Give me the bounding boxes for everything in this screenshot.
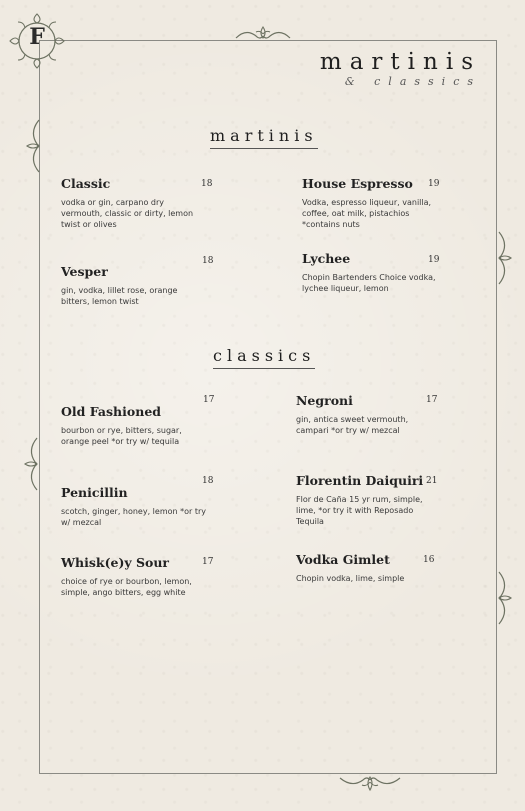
menu-item [296, 552, 441, 584]
item-name: Vesper [61, 264, 108, 279]
ornate-monogram-icon [6, 10, 68, 72]
item-price: 17 [202, 557, 214, 567]
menu-item [296, 473, 441, 527]
item-price: 17 [203, 395, 215, 405]
menu-item [61, 485, 206, 528]
item-price: 18 [201, 179, 213, 189]
menu-item [61, 264, 206, 307]
bottom-flourish-icon [338, 768, 402, 792]
item-name: House Espresso [302, 176, 413, 191]
right-upper-flourish-icon [492, 230, 514, 286]
monogram-letter: F [29, 24, 45, 50]
item-price: 18 [202, 256, 214, 266]
item-price: 16 [423, 555, 435, 565]
menu-item [61, 555, 206, 598]
section-title-martinis: martinis [210, 126, 318, 149]
menu-item [296, 393, 441, 436]
item-name: Penicillin [61, 485, 128, 500]
item-price: 17 [426, 395, 438, 405]
item-description: bourbon or rye, bitters, sugar, orange peel *or try w/ tequila [61, 426, 182, 446]
item-name: Lychee [302, 251, 351, 266]
menu-item [61, 404, 206, 447]
item-description: Chopin Bartenders Choice vodka, lychee liqueur, lemon [302, 273, 436, 293]
menu-item [302, 251, 447, 294]
top-flourish-icon [234, 24, 292, 46]
item-description: Vodka, espresso liqueur, vanilla, coffee, oat milk, pistachios *contains nuts [302, 198, 432, 229]
item-price: 19 [428, 255, 440, 265]
item-name: Whisk(e)y Sour [61, 555, 170, 570]
item-description: Flor de Caña 15 yr rum, simple, lime, *or try it with Reposado Tequila [296, 495, 423, 526]
item-description: Chopin vodka, lime, simple [296, 574, 405, 583]
menu-header [320, 50, 481, 88]
right-lower-flourish-icon [492, 570, 514, 626]
menu-title: martinis [319, 49, 481, 75]
item-name: Old Fashioned [61, 404, 162, 419]
left-upper-flourish-icon [24, 118, 46, 174]
item-name: Florentin Daiquiri [296, 473, 424, 488]
menu-subtitle: & classics [344, 75, 481, 88]
item-price: 18 [202, 476, 214, 486]
item-description: gin, antica sweet vermouth, campari *or try w/ mezcal [296, 415, 409, 435]
item-description: vodka or gin, carpano dry vermouth, classic or dirty, lemon twist or olives [61, 198, 194, 229]
menu-item [302, 176, 447, 230]
item-description: scotch, ginger, honey, lemon *or try w/ mezcal [61, 507, 207, 527]
menu-item [61, 176, 206, 230]
item-name: Negroni [296, 393, 353, 408]
section-title-classics: classics [213, 346, 315, 369]
item-name: Classic [61, 176, 111, 191]
item-description: gin, vodka, lillet rose, orange bitters, lemon twist [61, 286, 178, 306]
item-price: 21 [426, 476, 438, 486]
item-price: 19 [428, 179, 440, 189]
left-lower-flourish-icon [22, 436, 44, 492]
item-name: Vodka Gimlet [296, 552, 390, 567]
item-description: choice of rye or bourbon, lemon, simple, ango bitters, egg white [61, 577, 192, 597]
